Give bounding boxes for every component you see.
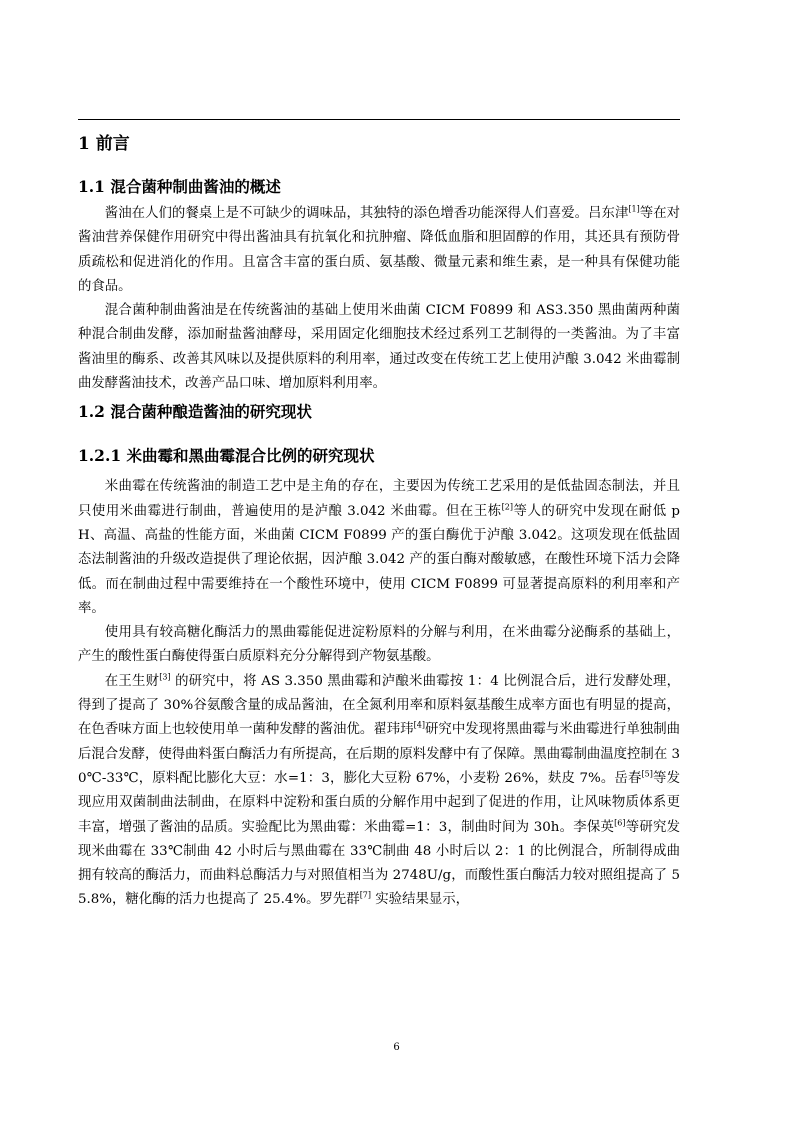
paragraph-text: 实验结果显示， xyxy=(371,892,470,908)
page-number: 6 xyxy=(393,1042,400,1053)
citation-ref: [4] xyxy=(413,720,425,730)
citation-ref: [3] xyxy=(159,672,171,682)
citation-ref: [2] xyxy=(501,502,514,512)
paragraph-text: 的研究中，将 AS 3.350 黑曲霉和泸酿米曲霉按 1：4 比例混合后，进行发酵处理，得到了提高了 30%谷氨酸含量的成品酱油，在全氮利用率和原料氨基酸生成率方面也有明显的提高，在色香味方面上也较使用单一菌种发酵的酱油优。翟玮玮 xyxy=(78,673,680,738)
header-rule xyxy=(78,119,680,120)
paragraph xyxy=(78,670,680,913)
paragraph xyxy=(78,621,680,670)
paragraph-text: 等研究发现米曲霉在 33℃制曲 42 小时后与黑曲霉在 33℃制曲 48 小时后以 2：1 的比例混合，所制得成曲拥有较高的酶活力，而曲料总酶活力与对照值相当为 2748U/g，而酸性蛋白酶活力较对照组提高了 55.8%，糖化酶的活力也提高了 25.4%。罗先群 xyxy=(78,819,680,908)
citation-ref: [6] xyxy=(614,818,626,828)
paragraph-text: 研究中发现将黑曲霉与米曲霉进行单独制曲后混合发酵，使得曲料蛋白酶活力有所提高，在后期的原料发酵中有了保障。黑曲霉制曲温度控制在 30℃-33℃，原料配比膨化大豆：水=1：3，膨化大豆粉 67%，小麦粉 26%，麸皮 7%。岳春 xyxy=(78,722,681,786)
section-heading-1-1: 1.1 混合菌种制曲酱油的概述 xyxy=(78,177,281,196)
paragraph-text: 酱油在人们的餐桌上是不可缺少的调味品，其独特的添色增香功能深得人们喜爱。吕东津 xyxy=(104,206,629,221)
paragraph xyxy=(78,475,680,621)
paragraph-text: 使用具有较高糖化酶活力的黑曲霉能促进淀粉原料的分解与利用，在米曲霉分泌酶系的基础上，产生的酸性蛋白酶使得蛋白质原料充分分解得到产物氨基酸。 xyxy=(78,625,680,665)
paragraph-text: 在王生财 xyxy=(104,673,160,689)
citation-ref: [7] xyxy=(359,890,372,900)
paragraph-text: 等人的研究中发现在耐低 pH、高温、高盐的性能方面，米曲菌 CICM F0899 产的蛋白酶优于泸酿 3.042。这项发现在低盐固态法制酱油的升级改造提供了理论依据，因泸酿 3.042 产的蛋白酶对酸敏感，在酸性环境下活力会降低。而在制曲过程中需要维持在一个酸性环境中，使用 CICM F0899 可显著提高原料的利用率和产率。 xyxy=(78,503,680,616)
paragraph xyxy=(78,299,680,396)
page-content xyxy=(78,128,680,913)
paragraph-text: 米曲霉在传统酱油的制造工艺中是主角的存在，主要因为传统工艺采用的是低盐固态制法，并且只使用米曲霉进行制曲，普遍使用的是泸酿 3.042 米曲霉。但在王栋 xyxy=(78,479,680,519)
citation-ref: [5] xyxy=(641,769,653,779)
section-heading-1-2-1: 1.2.1 米曲霉和黑曲霉混合比例的研究现状 xyxy=(78,446,375,466)
paragraph xyxy=(78,202,680,299)
paragraph-text: 混合菌种制曲酱油是在传统酱油的基础上使用米曲菌 CICM F0899 和 AS3.350 黑曲菌两种菌种混合制曲发酵，添加耐盐酱油酵母，采用固定化细胞技术经过系列工艺制得的一类酱油。为了丰富酱油里的酶系、改善其风味以及提供原料的利用率，通过改变在传统工艺上使用泸酿 3.042 米曲霉制曲发酵酱油技术，改善产品口味、增加原料利用率。 xyxy=(78,303,680,392)
paragraph-text: 等在对酱油营养保健作用研究中得出酱油具有抗氧化和抗肿瘤、降低血脂和胆固醇的作用，其还具有预防骨质疏松和促进消化的作用。且富含丰富的蛋白质、氨基酸、微量元素和维生素，是一种具有保健功能的食品。 xyxy=(78,206,681,294)
citation-ref: [1] xyxy=(628,204,640,214)
section-heading-1-2: 1.2 混合菌种酿造酱油的研究现状 xyxy=(78,402,312,422)
paragraph-text: 等发现应用双菌制曲法制曲，在原料中淀粉和蛋白质的分解作用中起到了促进的作用，让风味物质体系更丰富，增强了酱油的品质。实验配比为黑曲霉：米曲霉=1：3，制曲时间为 30h。李保英 xyxy=(78,770,680,835)
section-heading-1: 1 前言 xyxy=(78,134,130,154)
